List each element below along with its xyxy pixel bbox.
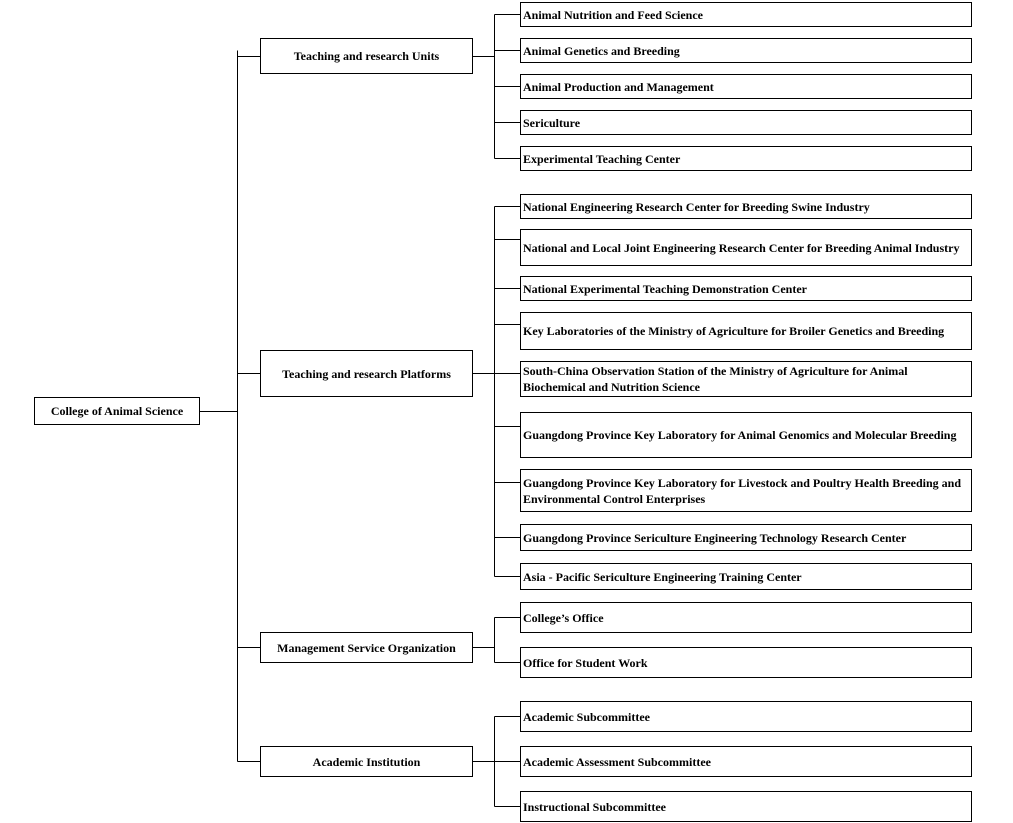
leaf-node — [520, 194, 972, 219]
group-label: Academic Institution — [312, 754, 421, 769]
group-label: Teaching and research Platforms — [282, 366, 451, 381]
leaf-node — [520, 312, 972, 350]
leaf-node — [520, 412, 972, 458]
leaf-node — [520, 563, 972, 590]
leaf-node — [520, 74, 972, 99]
leaf-label: Guangdong Province Key Laboratory for Livestock and Poultry Health Breeding and Environmental Control Enterprises — [523, 475, 962, 506]
leaf-node — [520, 524, 972, 551]
leaf-label: Office for Student Work — [523, 655, 648, 670]
leaf-label: Asia - Pacific Sericulture Engineering Training Center — [523, 569, 802, 584]
leaf-label: Sericulture — [523, 115, 581, 130]
group-node-academic — [260, 746, 473, 777]
root-node — [34, 397, 200, 425]
leaf-node — [520, 701, 972, 732]
group-node-teaching-units — [260, 38, 473, 74]
leaf-node — [520, 791, 972, 822]
leaf-node — [520, 229, 972, 266]
leaf-node — [520, 276, 972, 301]
leaf-node — [520, 146, 972, 171]
leaf-node — [520, 361, 972, 397]
leaf-node — [520, 746, 972, 777]
leaf-node — [520, 602, 972, 633]
leaf-node — [520, 38, 972, 63]
leaf-label: South-China Observation Station of the Ministry of Agriculture for Animal Biochemical and Nutrition Science — [523, 364, 908, 394]
leaf-label: National Engineering Research Center for Breeding Swine Industry — [523, 199, 870, 214]
leaf-label: Guangdong Province Key Laboratory for Animal Genomics and Molecular Breeding — [523, 428, 957, 442]
group-node-teaching-platforms — [260, 350, 473, 397]
leaf-label: Academic Subcommittee — [523, 709, 650, 724]
group-node-management — [260, 632, 473, 663]
leaf-label: Experimental Teaching Center — [523, 151, 681, 166]
leaf-label: Academic Assessment Subcommittee — [523, 754, 711, 769]
leaf-label: Key Laboratories of the Ministry of Agriculture for Broiler Genetics and Breeding — [523, 324, 945, 338]
leaf-node — [520, 2, 972, 27]
group-label: Management Service Organization — [277, 640, 456, 655]
leaf-label: Animal Nutrition and Feed Science — [523, 7, 703, 22]
leaf-label: College’s Office — [523, 610, 604, 625]
leaf-node — [520, 469, 972, 512]
leaf-label: Guangdong Province Sericulture Engineering Technology Research Center — [523, 530, 907, 545]
leaf-label: Animal Production and Management — [523, 79, 714, 94]
root-label: College of Animal Science — [50, 404, 184, 418]
leaf-node — [520, 647, 972, 678]
leaf-label: Animal Genetics and Breeding — [523, 43, 680, 58]
leaf-label: National Experimental Teaching Demonstration Center — [523, 281, 807, 296]
leaf-node — [520, 110, 972, 135]
leaf-label: National and Local Joint Engineering Research Center for Breeding Animal Industry — [523, 240, 960, 255]
leaf-label: Instructional Subcommittee — [523, 799, 666, 814]
group-label: Teaching and research Units — [293, 49, 440, 63]
